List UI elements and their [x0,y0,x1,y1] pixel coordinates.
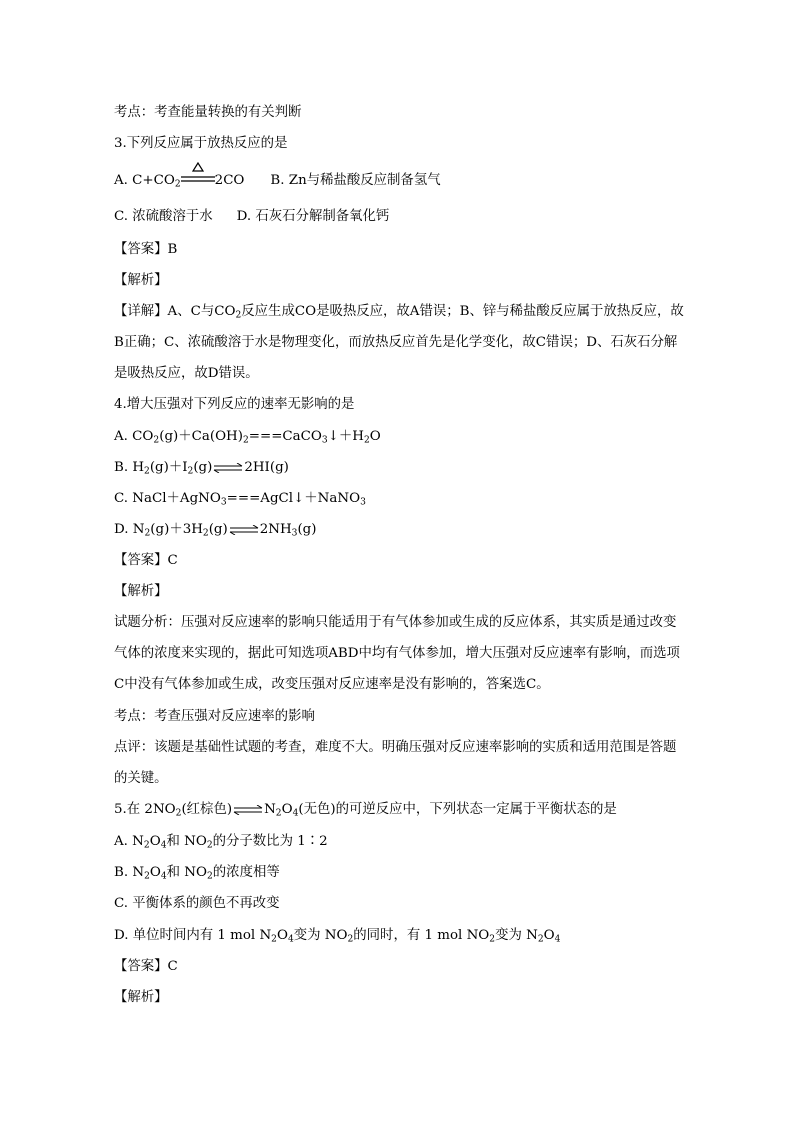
question-3-options-cd [114,208,684,226]
option-3c-text: C. 浓硫酸溶于水 [114,209,213,224]
exam-point-4: 考点：考查压强对反应速率的影响 [114,709,315,724]
analysis-3-heading: 【解析】 [114,273,168,288]
answer-4: 【答案】C [114,553,178,568]
analysis-4-heading: 【解析】 [114,584,168,599]
option-4d: D. $N_2(g)+3H_2(g)$ $2NH_3(g)$ [114,522,317,539]
analysis-4-paragraph: 试题分析：压强对反应速率的影响只能适用于有气体参加或生成的反应体系，其实质是通过改变气体的浓度来实现的，据此可知选项ABD中均有气体参加，增大压强对反应速率有影响，而选项C中没有气体参加或生成，改变压强对反应速率是没有影响的，答案选C。 [114,615,680,692]
reversible-arrow-icon [233,805,263,815]
option-5a: A. $N_2O_4$和 $NO_2$的分子数比为 1∶2 [114,834,328,851]
option-3d-text: D. 石灰石分解制备氧化钙 [236,209,390,224]
subscript: 2 [174,179,181,190]
detail-3-paragraph: 【详解】A、C与$CO_2$反应生成CO是吸热反应，故A错误；B、锌与稀盐酸反应属于放热反应，故B正确；C、浓硫酸溶于水是物理变化，而放热反应首先是化学变化，故C错误；D、石灰石分解是吸热反应，故D错误。 [114,304,684,381]
exam-point-1: 考点：考查能量转换的有关判断 [114,105,302,120]
heat-equals-sign [181,174,215,188]
question-3-options-ab [114,172,684,190]
option-3a-text: A. C+CO [114,173,175,188]
answer-3: 【答案】B [114,242,178,257]
comment-4: 点评：该题是基础性试题的考查，难度不大。明确压强对反应速率影响的实质和适用范围是答题的关键。 [114,740,677,786]
option-3b-text: B. Zn与稀盐酸反应制备氢气 [270,173,441,188]
analysis-5-heading: 【解析】 [114,990,168,1005]
option-5b: B. $N_2O_4$和 $NO_2$的浓度相等 [114,865,280,882]
option-3a-product: 2CO [214,173,245,188]
reversible-arrow-icon [213,463,243,473]
option-4c: C. NaCl＋AgNO$_3$===AgCl↓＋NaNO$_3$ [114,491,366,508]
question-4: 4.增大压强对下列反应的速率无影响的是 [114,397,355,412]
question-5: 5.在 $2NO_2$(红棕色) $N_2O_4$(无色)的可逆反应中，下列状态一定属于平衡状态的是 [114,802,617,819]
option-5c: C. 平衡体系的颜色不再改变 [114,896,280,911]
option-4a: A. $CO_2(g)+Ca(OH)_2===CaCO_3↓+H_2O$ [114,429,381,446]
question-3: 3.下列反应属于放热反应的是 [114,136,288,151]
option-5d: D. 单位时间内有 1 mol $N_2O_4$变为 $NO_2$的同时，有 1 mol $NO_2$变为 $N_2O_4$ [114,928,561,945]
answer-5: 【答案】C [114,959,178,974]
option-4b: B. $H_2(g)+I_2(g)$ 2HI(g) [114,460,289,477]
reversible-arrow-icon [229,525,259,535]
